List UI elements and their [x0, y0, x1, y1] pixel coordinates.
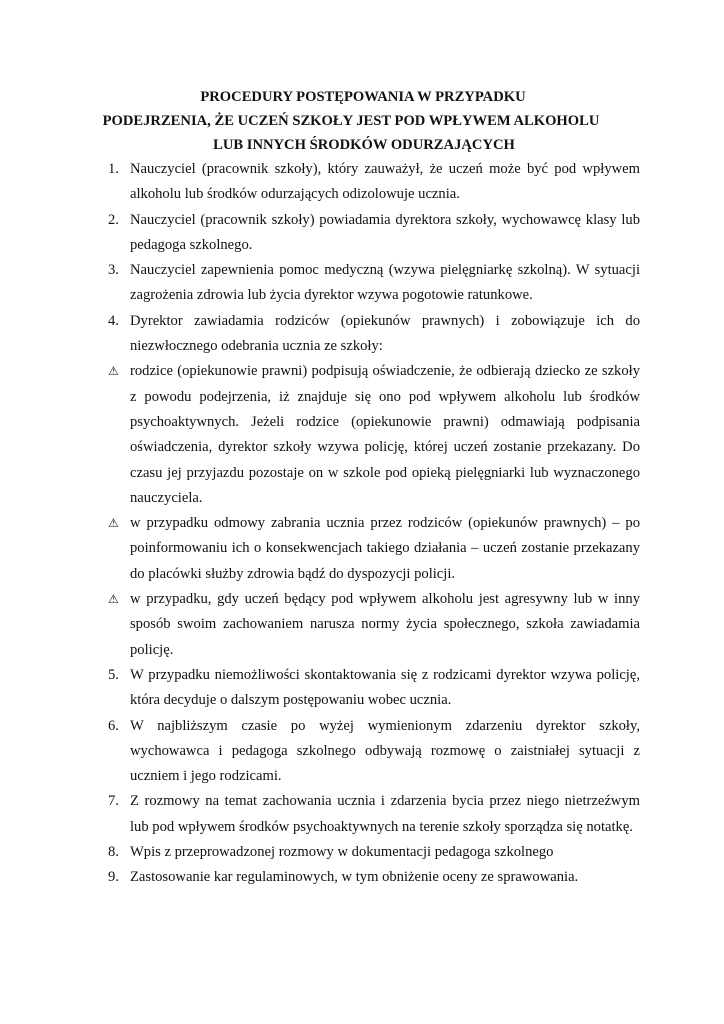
- title-line-3: LUB INNYCH ŚRODKÓW ODURZAJĄCYCH: [213, 137, 515, 153]
- item-number: 8.: [108, 844, 119, 861]
- list-item: [108, 789, 640, 840]
- item-number: 1.: [108, 161, 119, 177]
- sub-list-item: [108, 359, 640, 511]
- list-item: [108, 840, 640, 865]
- item-text: w przypadku, gdy uczeń będący pod wpływem alkoholu jest agresywny lub w inny sposób swoim zachowaniem narusza normy życia społecznego, szkoła zawiadamia policję.: [130, 591, 640, 658]
- item-text: W przypadku niemożliwości skontaktowania się z rodzicami dyrektor wzywa policję, która decyduje o dalszym postępowaniu wobec ucznia.: [130, 666, 640, 709]
- list-item: [108, 663, 640, 714]
- warning-triangle-icon: ⚠: [108, 516, 119, 531]
- list-item: [108, 865, 640, 890]
- list-item: [108, 714, 640, 790]
- title-line-2: PODEJRZENIA, ŻE UCZEŃ SZKOŁY JEST POD WPŁYWEM ALKOHOLU: [102, 113, 600, 129]
- item-number: 9.: [108, 869, 119, 886]
- item-text: Wpis z przeprowadzonej rozmowy w dokumentacji pedagoga szkolnego: [130, 844, 554, 861]
- title-line-1: PROCEDURY POSTĘPOWANIA W PRZYPADKU: [200, 89, 526, 105]
- warning-triangle-icon: ⚠: [108, 364, 119, 379]
- list-item: [108, 309, 640, 360]
- item-text: Dyrektor zawiadamia rodziców (opiekunów prawnych) i zobowiązuje ich do niezwłocznego odebrania ucznia ze szkoły:: [130, 312, 640, 355]
- document-title: [0, 85, 724, 157]
- item-number: 3.: [108, 262, 119, 279]
- item-number: 6.: [108, 717, 119, 734]
- item-text: W najbliższym czasie po wyżej wymienionym zdarzeniu dyrektor szkoły, wychowawca i pedagoga szkolnego odbywają rozmowę o zaistniałej sytuacji z uczniem i jego rodzicami.: [130, 717, 640, 785]
- item-text: Z rozmowy na temat zachowania ucznia i zdarzenia bycia przez niego nietrzeźwym lub pod wpływem środków psychoaktywnych na terenie szkoły sporządza się notatkę.: [130, 793, 640, 835]
- item-text: Zastosowanie kar regulaminowych, w tym obniżenie oceny ze sprawowania.: [130, 869, 579, 886]
- sub-list-item: [108, 511, 640, 587]
- list-item: [108, 208, 640, 259]
- item-text: Nauczyciel (pracownik szkoły), który zauważył, że uczeń może być pod wpływem alkoholu lub środków odurzających odizolowuje ucznia.: [130, 161, 640, 203]
- item-number: 7.: [108, 793, 119, 810]
- sub-list-item: [108, 587, 640, 663]
- list-item: [108, 258, 640, 309]
- item-text: Nauczyciel (pracownik szkoły) powiadamia dyrektora szkoły, wychowawcę klasy lub pedagoga szkolnego.: [130, 211, 640, 253]
- item-text: Nauczyciel zapewnienia pomoc medyczną (wzywa pielęgniarkę szkolną). W sytuacji zagrożenia zdrowia lub życia dyrektor wzywa pogotowie ratunkowe.: [130, 262, 640, 304]
- warning-triangle-icon: ⚠: [108, 592, 119, 607]
- item-number: 4.: [108, 312, 119, 329]
- item-number: 5.: [108, 666, 119, 683]
- procedure-list: [108, 157, 640, 891]
- item-text: w przypadku odmowy zabrania ucznia przez rodziców (opiekunów prawnych) – po poinformowaniu ich o konsekwencjach takiego działania – uczeń zostanie przekazany do placówki służby zdrowia bądź do dyspozycji policji.: [130, 515, 640, 582]
- item-number: 2.: [108, 211, 119, 228]
- item-text: rodzice (opiekunowie prawni) podpisują oświadczenie, że odbierają dziecko ze szkoły z powodu podejrzenia, iż znajduje się ono pod wpływem alkoholu lub środków psychoaktywnych. Jeżeli rodzice (opiekunowie prawni) odmawiają podpisania oświadczenia, dyrektor szkoły wzywa policję, której uczeń zostanie przekazany. Do czasu jej przyjazdu pozostaje on w szkole pod opieką pielęgniarki lub wyznaczonego nauczyciela.: [130, 363, 640, 506]
- list-item: [108, 157, 640, 208]
